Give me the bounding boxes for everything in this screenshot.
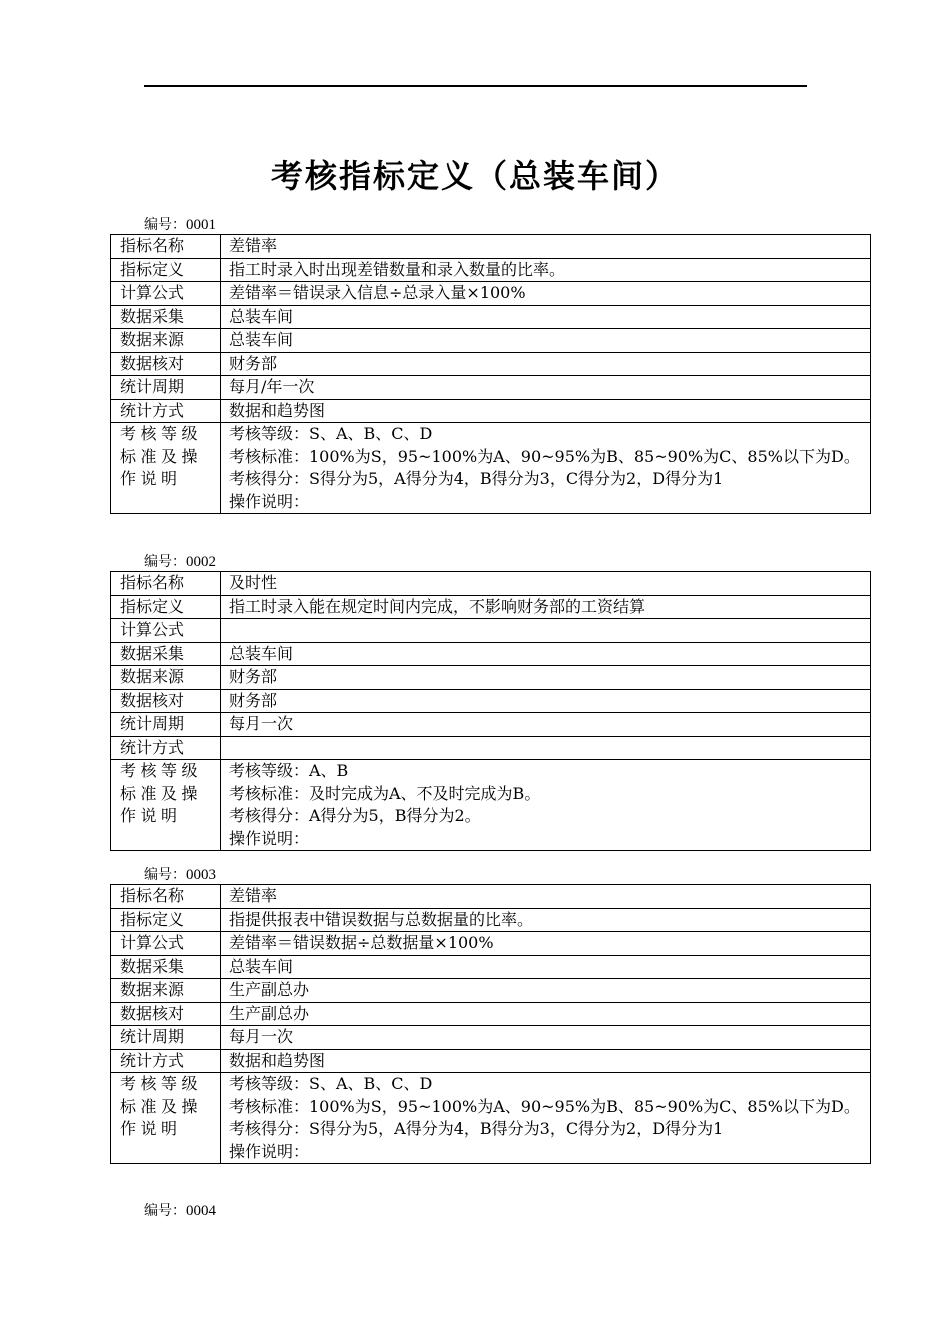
table-row	[111, 282, 871, 306]
indicator-code	[144, 553, 216, 571]
grading-key: 考核等级标准及操作说明	[111, 423, 221, 514]
row-key: 计算公式	[111, 282, 221, 306]
row-value: 总装车间	[221, 329, 871, 353]
table-row	[111, 932, 871, 956]
code-value: 0002	[186, 554, 216, 570]
row-value: 差错率	[221, 885, 871, 909]
grading-value	[221, 1073, 871, 1164]
row-value: 生产副总办	[221, 1002, 871, 1026]
grading-key: 考核等级标准及操作说明	[111, 760, 221, 851]
table-row	[111, 595, 871, 619]
row-key: 计算公式	[111, 932, 221, 956]
grading-line: 考核得分：S得分为5，A得分为4，B得分为3，C得分为2，D得分为1	[229, 469, 724, 488]
code-label-text: 编号：	[144, 554, 186, 570]
table-row	[111, 979, 871, 1003]
row-value: 数据和趋势图	[221, 399, 871, 423]
indicator-table	[110, 234, 871, 514]
row-value: 财务部	[221, 689, 871, 713]
grading-line: 操作说明：	[229, 491, 310, 511]
grading-line: 考核等级：S、A、B、C、D	[229, 424, 433, 443]
row-value: 指工时录入时出现差错数量和录入数量的比率。	[221, 258, 871, 282]
grading-key: 考核等级标准及操作说明	[111, 1073, 221, 1164]
row-value: 数据和趋势图	[221, 1049, 871, 1073]
grading-row	[111, 1073, 871, 1164]
row-value: 生产副总办	[221, 979, 871, 1003]
indicator-code	[144, 866, 216, 884]
table-row	[111, 352, 871, 376]
grading-line: 操作说明：	[229, 828, 310, 848]
grading-value	[221, 423, 871, 514]
indicator-table	[110, 884, 871, 1164]
table-row	[111, 955, 871, 979]
table-row	[111, 1049, 871, 1073]
code-label-text: 编号：	[144, 1203, 186, 1219]
table-row	[111, 666, 871, 690]
table-row	[111, 572, 871, 596]
row-key: 数据核对	[111, 352, 221, 376]
row-key: 数据核对	[111, 689, 221, 713]
table-row	[111, 713, 871, 737]
code-label-text: 编号：	[144, 867, 186, 883]
table-row	[111, 885, 871, 909]
grading-line: 考核等级：A、B	[229, 761, 349, 780]
row-value: 及时性	[221, 572, 871, 596]
row-value	[221, 619, 871, 643]
table-row	[111, 376, 871, 400]
row-key: 数据采集	[111, 955, 221, 979]
table-row	[111, 642, 871, 666]
header-rule	[144, 85, 807, 87]
grading-row	[111, 760, 871, 851]
row-value: 总装车间	[221, 642, 871, 666]
indicator-code	[144, 1202, 216, 1220]
table-row	[111, 399, 871, 423]
row-key: 统计周期	[111, 713, 221, 737]
row-key: 数据来源	[111, 979, 221, 1003]
grading-line: 考核标准：100%为S，95~100%为A、90~95%为B、85~90%为C、85%以下为D。	[229, 1096, 860, 1116]
table-row	[111, 1026, 871, 1050]
row-key: 数据来源	[111, 666, 221, 690]
row-key: 指标名称	[111, 885, 221, 909]
code-value: 0004	[186, 1203, 216, 1219]
grading-line: 考核标准：100%为S，95~100%为A、90~95%为B、85~90%为C、85%以下为D。	[229, 446, 860, 466]
row-value: 每月一次	[221, 713, 871, 737]
document-title: 考核指标定义（总装车间）	[270, 157, 679, 195]
row-value: 每月/年一次	[221, 376, 871, 400]
grading-line: 考核得分：A得分为5，B得分为2。	[229, 806, 481, 825]
row-key: 数据采集	[111, 642, 221, 666]
table-row	[111, 619, 871, 643]
row-value: 总装车间	[221, 955, 871, 979]
indicator-table	[110, 571, 871, 851]
row-value: 每月一次	[221, 1026, 871, 1050]
row-key: 数据来源	[111, 329, 221, 353]
table-row	[111, 329, 871, 353]
table-row	[111, 736, 871, 760]
table-row	[111, 908, 871, 932]
row-key: 统计周期	[111, 376, 221, 400]
row-key: 指标名称	[111, 572, 221, 596]
table-row	[111, 305, 871, 329]
grading-row	[111, 423, 871, 514]
row-value: 差错率	[221, 235, 871, 259]
code-value: 0001	[186, 217, 216, 233]
row-key: 指标名称	[111, 235, 221, 259]
row-key: 指标定义	[111, 258, 221, 282]
indicator-code	[144, 216, 216, 234]
row-value	[221, 736, 871, 760]
table-row	[111, 689, 871, 713]
grading-line: 操作说明：	[229, 1141, 310, 1161]
row-value: 指工时录入能在规定时间内完成，不影响财务部的工资结算	[221, 595, 871, 619]
grading-value	[221, 760, 871, 851]
grading-line: 考核标准：及时完成为A、不及时完成为B。	[229, 783, 541, 803]
row-value: 总装车间	[221, 305, 871, 329]
row-value: 财务部	[221, 666, 871, 690]
row-key: 计算公式	[111, 619, 221, 643]
table-row	[111, 235, 871, 259]
row-value: 指提供报表中错误数据与总数据量的比率。	[221, 908, 871, 932]
row-key: 统计周期	[111, 1026, 221, 1050]
row-key: 指标定义	[111, 595, 221, 619]
row-key: 统计方式	[111, 736, 221, 760]
row-value: 差错率＝错误数据÷总数据量×100%	[221, 932, 871, 956]
grading-line: 考核得分：S得分为5，A得分为4，B得分为3，C得分为2，D得分为1	[229, 1119, 724, 1138]
table-row	[111, 1002, 871, 1026]
row-key: 数据核对	[111, 1002, 221, 1026]
row-key: 统计方式	[111, 1049, 221, 1073]
row-key: 数据采集	[111, 305, 221, 329]
grading-line: 考核等级：S、A、B、C、D	[229, 1074, 433, 1093]
row-key: 指标定义	[111, 908, 221, 932]
row-value: 差错率＝错误录入信息÷总录入量×100%	[221, 282, 871, 306]
row-value: 财务部	[221, 352, 871, 376]
code-label-text: 编号：	[144, 217, 186, 233]
table-row	[111, 258, 871, 282]
code-value: 0003	[186, 867, 216, 883]
row-key: 统计方式	[111, 399, 221, 423]
